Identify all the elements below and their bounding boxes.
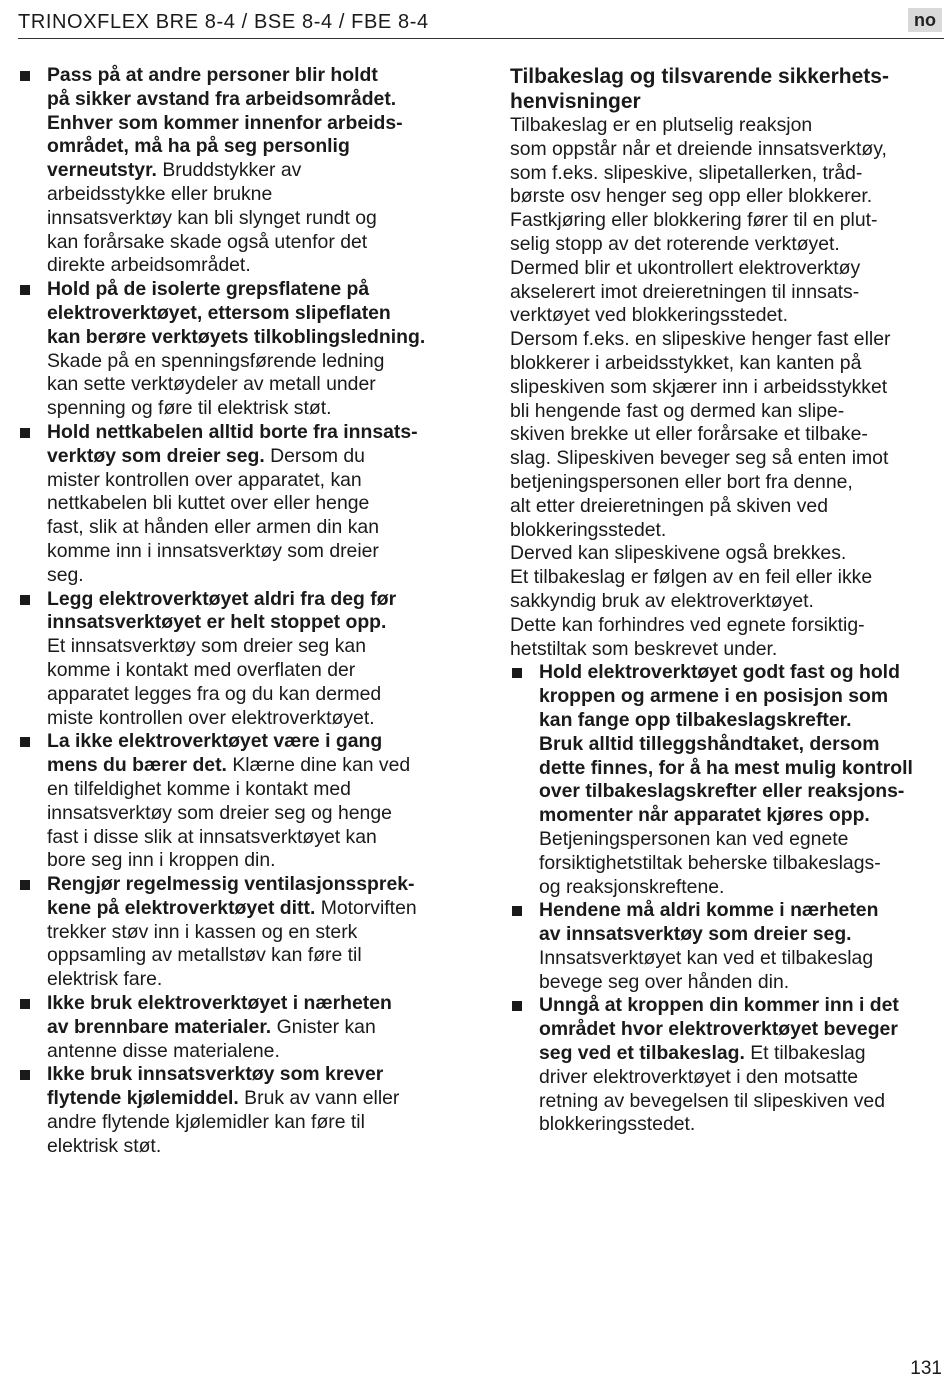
page-header	[18, 8, 944, 39]
paragraph-line: Dermed blir et ukontrollert elektroverktøy	[510, 256, 861, 279]
warning-bold-text: området, må ha på seg personlig	[47, 135, 350, 158]
warning-bold-text: Unngå at kroppen din kommer inn i det	[539, 994, 899, 1017]
list-item	[18, 588, 458, 731]
warning-bold-text: flytende kjølemiddel.	[47, 1087, 239, 1110]
square-bullet-icon	[512, 906, 522, 916]
right-column	[510, 64, 944, 1137]
warning-bold-text: Legg elektroverktøyet aldri fra deg før	[47, 587, 397, 610]
warning-bold-text: Rengjør regelmessig ventilasjonssprek-	[47, 873, 415, 896]
explanation-text: komme inn i innsatsverktøy som dreier	[47, 539, 379, 562]
list-item	[510, 661, 944, 899]
warning-bold-text: området hvor elektroverktøyet beveger	[539, 1018, 898, 1041]
explanation-text: Bruddstykker av	[156, 159, 302, 182]
warning-bold-text: av brennbare materialer.	[47, 1015, 272, 1038]
explanation-text: Klærne dine kan ved	[226, 754, 411, 777]
square-bullet-icon	[20, 880, 30, 890]
explanation-text: driver elektroverktøyet i den motsatte	[539, 1065, 858, 1088]
square-bullet-icon	[20, 999, 30, 1009]
warning-bold-text: kan berøre verktøyets tilkoblingsledning.	[47, 325, 426, 348]
warning-bold-text: verktøy som dreier seg.	[47, 444, 265, 467]
left-column	[18, 64, 458, 1159]
explanation-text: Skade på en spenningsførende ledning	[47, 349, 385, 372]
paragraph-line: som f.eks. slipeskive, slipetallerken, tråd-	[510, 161, 863, 184]
explanation-text: fast i disse slik at innsatsverktøyet kan	[47, 825, 377, 848]
paragraph-line: slag. Slipeskiven beveger seg så enten imot	[510, 447, 889, 470]
explanation-text: seg.	[47, 563, 84, 586]
section-heading	[510, 64, 944, 114]
square-bullet-icon	[512, 1001, 522, 1011]
explanation-text: Gnister kan	[271, 1015, 376, 1038]
explanation-text: Et tilbakeslag	[744, 1042, 866, 1065]
explanation-text: Bruk av vann eller	[238, 1087, 400, 1110]
square-bullet-icon	[20, 428, 30, 438]
list-item	[18, 278, 458, 421]
warning-bold-text: Hold elektroverktøyet godt fast og hold	[539, 661, 900, 684]
paragraph-line: Dette kan forhindres ved egnete forsiktig-	[510, 613, 865, 636]
explanation-text: Dersom du	[264, 444, 365, 467]
warning-bold-text: innsatsverktøyet er helt stoppet opp.	[47, 611, 387, 634]
explanation-text: elektrisk støt.	[47, 1134, 162, 1157]
explanation-text: Motorviften	[315, 896, 417, 919]
document-title: TRINOXFLEX BRE 8-4 / BSE 8-4 / FBE 8-4	[18, 11, 429, 33]
warning-bold-text: verneutstyr.	[47, 159, 157, 182]
warning-bold-text: seg ved et tilbakeslag.	[539, 1042, 745, 1065]
list-item	[510, 994, 944, 1137]
explanation-text: kan sette verktøydeler av metall under	[47, 373, 376, 396]
square-bullet-icon	[20, 285, 30, 295]
explanation-text: mister kontrollen over apparatet, kan	[47, 468, 362, 491]
paragraph-line: sakkyndig bruk av elektroverktøyet.	[510, 589, 814, 612]
paragraph-line: Dersom f.eks. en slipeskive henger fast eller	[510, 328, 891, 351]
paragraph-line: hetstiltak som beskrevet under.	[510, 637, 778, 660]
warning-bold-text: kene på elektroverktøyet ditt.	[47, 896, 316, 919]
explanation-text: fast, slik at hånden eller armen din kan	[47, 516, 379, 539]
warning-bold-text: dette finnes, for å ha mest mulig kontroll	[539, 756, 913, 779]
paragraph-line: blokkerer i arbeidsstykket, kan kanten på	[510, 351, 862, 374]
warning-bold-text: av innsatsverktøy som dreier seg.	[539, 923, 852, 946]
explanation-text: miste kontrollen over elektroverktøyet.	[47, 706, 375, 729]
paragraph	[510, 114, 944, 328]
warning-bold-text: Hendene må aldri komme i nærheten	[539, 899, 879, 922]
warning-bold-text: momenter når apparatet kjøres opp.	[539, 804, 870, 827]
paragraph-line: akselerert imot dreieretningen til innsats-	[510, 280, 860, 303]
warning-bold-text: Hold på de isolerte grepsflatene på	[47, 278, 370, 301]
explanation-text: kan forårsake skade også utenfor det	[47, 230, 368, 253]
explanation-text: spenning og føre til elektrisk støt.	[47, 397, 332, 420]
explanation-text: Et innsatsverktøy som dreier seg kan	[47, 635, 366, 658]
square-bullet-icon	[20, 1070, 30, 1080]
explanation-text: bore seg inn i kroppen din.	[47, 849, 276, 872]
explanation-text: apparatet legges fra og du kan dermed	[47, 682, 382, 705]
square-bullet-icon	[512, 668, 522, 678]
paragraph-line: slipeskiven som skjærer inn i arbeidsstykket	[510, 375, 888, 398]
paragraph-line: blokkeringsstedet.	[510, 518, 667, 541]
list-item	[18, 992, 458, 1063]
warning-bold-text: Pass på at andre personer blir holdt	[47, 64, 378, 86]
paragraph-line: børste osv henger seg opp eller blokkerer.	[510, 185, 873, 208]
explanation-text: bevege seg over hånden din.	[539, 970, 790, 993]
square-bullet-icon	[20, 595, 30, 605]
warning-bold-text: kan fange opp tilbakeslagskrefter.	[539, 708, 852, 731]
list-item	[18, 421, 458, 588]
explanation-text: Betjeningspersonen kan ved egnete	[539, 827, 849, 850]
explanation-text: andre flytende kjølemidler kan føre til	[47, 1111, 365, 1134]
page-number: 131	[910, 1358, 942, 1379]
warning-bold-text: La ikke elektroverktøyet være i gang	[47, 730, 383, 753]
explanation-text: antenne disse materialene.	[47, 1039, 280, 1062]
explanation-text: innsatsverktøy kan bli slynget rundt og	[47, 206, 377, 229]
paragraph	[510, 542, 944, 566]
warning-bold-text: Hold nettkabelen alltid borte fra innsats-	[47, 420, 418, 443]
explanation-text: komme i kontakt med overflaten der	[47, 658, 356, 681]
paragraph-line: verktøyet ved blokkeringsstedet.	[510, 304, 789, 327]
paragraph-line: Tilbakeslag er en plutselig reaksjon	[510, 114, 813, 136]
paragraph-line: bli hengende fast og dermed kan slipe-	[510, 399, 845, 422]
warning-bold-text: Bruk alltid tilleggshåndtaket, dersom	[539, 732, 880, 755]
explanation-text: oppsamling av metallstøv kan føre til	[47, 944, 362, 967]
language-badge: no	[908, 8, 942, 32]
explanation-text: og reaksjonskreftene.	[539, 875, 725, 898]
explanation-text: retning av bevegelsen til slipeskiven ved	[539, 1089, 886, 1112]
explanation-text: elektrisk fare.	[47, 968, 163, 991]
paragraph-line: selig stopp av det roterende verktøyet.	[510, 232, 840, 255]
warning-bold-text: kroppen og armene i en posisjon som	[539, 685, 889, 708]
paragraph-line: Derved kan slipeskivene også brekkes.	[510, 542, 847, 565]
paragraph-line: som oppstår når et dreiende innsatsverktøy,	[510, 137, 887, 160]
list-item	[18, 873, 458, 992]
section-title-line: Tilbakeslag og tilsvarende sikkerhets-	[510, 65, 889, 88]
explanation-text: direkte arbeidsområdet.	[47, 254, 251, 277]
list-item	[510, 899, 944, 994]
warning-bold-text: over tilbakeslagskrefter eller reaksjons-	[539, 780, 905, 803]
explanation-text: en tilfeldighet komme i kontakt med	[47, 777, 351, 800]
list-item	[18, 64, 458, 278]
explanation-text: arbeidsstykke eller brukne	[47, 182, 273, 205]
square-bullet-icon	[20, 737, 30, 747]
warning-bold-text: mens du bærer det.	[47, 754, 227, 777]
warning-bold-text: Ikke bruk innsatsverktøy som krever	[47, 1063, 384, 1086]
paragraph-line: betjeningspersonen eller bort fra denne,	[510, 470, 853, 493]
paragraph-line: Et tilbakeslag er følgen av en feil eller ikke	[510, 566, 873, 589]
list-item	[18, 730, 458, 873]
warning-bold-text: elektroverktøyet, ettersom slipeflaten	[47, 301, 391, 324]
warning-bold-text: på sikker avstand fra arbeidsområdet.	[47, 87, 397, 110]
explanation-text: trekker støv inn i kassen og en sterk	[47, 920, 358, 943]
paragraph-line: alt etter dreieretningen på skiven ved	[510, 494, 828, 517]
paragraph	[510, 614, 944, 662]
warning-bold-text: Ikke bruk elektroverktøyet i nærheten	[47, 992, 392, 1015]
section-title-line: henvisninger	[510, 90, 641, 113]
paragraph	[510, 566, 944, 614]
explanation-text: innsatsverktøy som dreier seg og henge	[47, 801, 392, 824]
square-bullet-icon	[20, 71, 30, 81]
explanation-text: Innsatsverktøyet kan ved et tilbakeslag	[539, 946, 874, 969]
list-item	[18, 1063, 458, 1158]
explanation-text: nettkabelen bli kuttet over eller henge	[47, 492, 370, 515]
explanation-text: blokkeringsstedet.	[539, 1113, 696, 1136]
warning-bold-text: Enhver som kommer innenfor arbeids-	[47, 111, 403, 134]
paragraph	[510, 328, 944, 542]
paragraph-line: Fastkjøring eller blokkering fører til en plut-	[510, 209, 878, 232]
explanation-text: forsiktighetstiltak beherske tilbakeslags-	[539, 851, 881, 874]
paragraph-line: skiven brekke ut eller forårsake et tilbake-	[510, 423, 868, 446]
